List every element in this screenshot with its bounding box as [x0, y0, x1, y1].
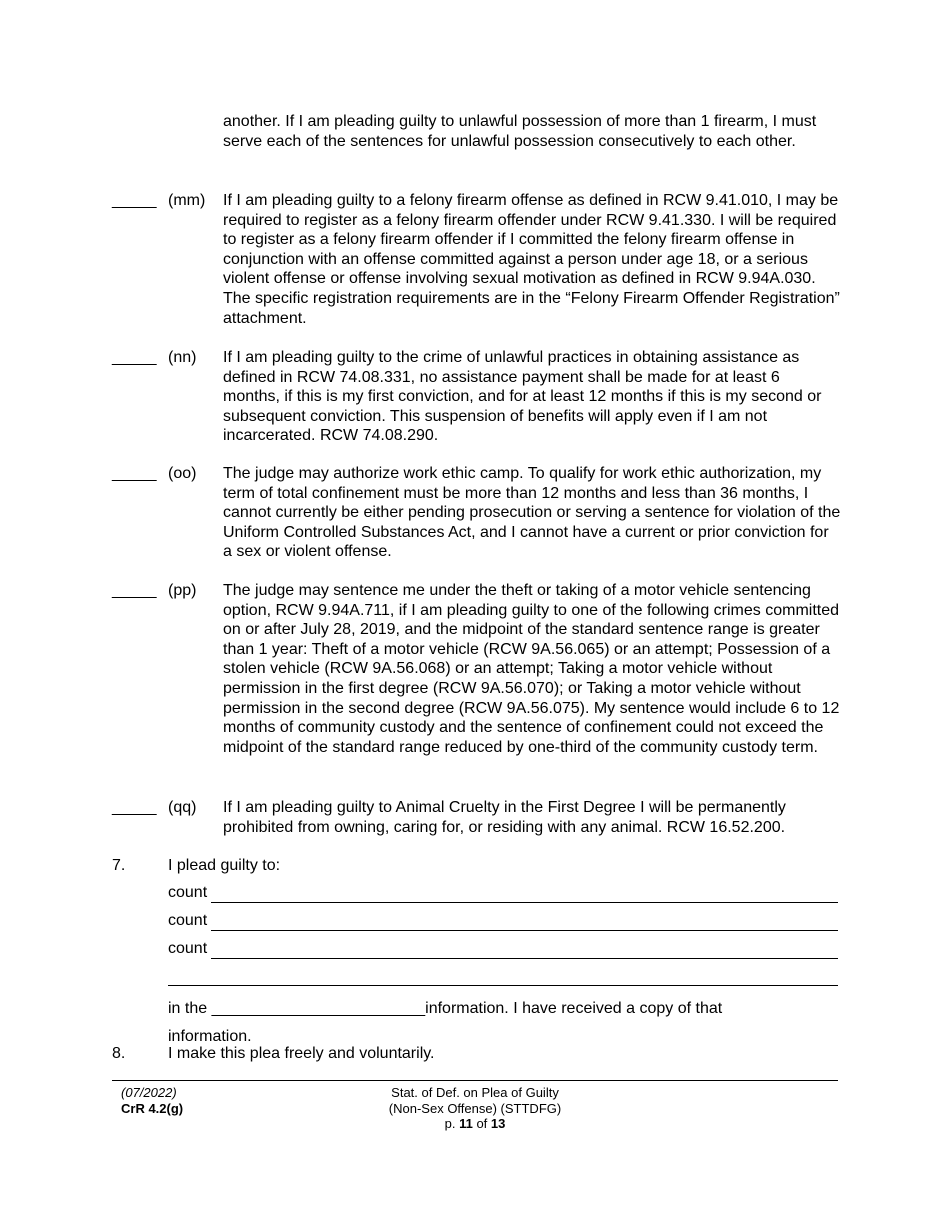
count-row-3 [168, 939, 838, 959]
page-prefix: p. [444, 1116, 460, 1131]
information-blank[interactable]: in the ________________________ [168, 1000, 426, 1017]
information-sentence [168, 995, 808, 1051]
count-row-1 [168, 883, 838, 903]
item-label-pp: (pp) [168, 582, 197, 599]
section-7-number: 7. [112, 857, 126, 874]
count-label: count [168, 940, 208, 958]
count-fill-line-1[interactable] [211, 884, 838, 903]
count-fill-line-2[interactable] [211, 912, 838, 931]
continued-paragraph: another. If I am pleading guilty to unlawful possession of more than 1 firearm, I must serve each of the sentences for unlawful possession consecutively to each other. [223, 113, 817, 150]
footer-center [330, 1085, 620, 1132]
page-current: 11 [459, 1116, 473, 1131]
initial-blank-mm[interactable]: _____ [112, 192, 157, 209]
information-received-text: information. I have received a copy of that information. [168, 1000, 723, 1045]
section-8-text: I make this plea freely and voluntarily. [168, 1045, 435, 1062]
item-text-nn: If I am pleading guilty to the crime of unlawful practices in obtaining assistance as defined in RCW 74.08.331, no assistance payment shall be made for at least 6 months, if this is my first conviction, and for at least 12 months if this is my second or subsequent conviction. This suspension of benefits will apply even if I am not incarcerated. RCW 74.08.290. [223, 349, 822, 445]
initial-blank-oo[interactable]: _____ [112, 465, 157, 482]
count-row-2 [168, 911, 838, 931]
item-text-oo: The judge may authorize work ethic camp. To qualify for work ethic authorization, my term of total confinement must be more than 12 months and less than 36 months, I cannot currently be either pending prosecution or serving a sentence for violation of the Uniform Controlled Substances Act, and I cannot have a current or prior conviction for a sex or violent offense. [223, 465, 841, 561]
extra-fill-line[interactable] [168, 985, 838, 986]
initial-blank-pp[interactable]: _____ [112, 582, 157, 599]
footer-left [121, 1085, 183, 1116]
form-title-line-1: Stat. of Def. on Plea of Guilty [391, 1085, 559, 1100]
initial-blank-qq[interactable]: _____ [112, 799, 157, 816]
court-rule: CrR 4.2(g) [121, 1100, 184, 1116]
count-label: count [168, 884, 208, 902]
item-text-mm: If I am pleading guilty to a felony firearm offense as defined in RCW 9.41.010, I may be required to register as a felony firearm offender under RCW 9.41.330. I will be required to register as a felony firearm offender if I committed the felony firearm offense in conjunction with an offense committed against a person under age 18, or a serious violent offense or offense involving sexual motivation as defined in RCW 9.94A.030. The specific registration requirements are in the “Felony Firearm Offender Registration” attachment. [223, 192, 840, 327]
item-label-nn: (nn) [168, 349, 197, 366]
item-text-qq: If I am pleading guilty to Animal Cruelty in the First Degree I will be permanently prohibited from owning, caring for, or residing with any animal. RCW 16.52.200. [223, 799, 786, 836]
page-of: of [472, 1116, 491, 1131]
item-label-oo: (oo) [168, 465, 197, 482]
item-label-qq: (qq) [168, 799, 197, 816]
section-7-heading: I plead guilty to: [168, 857, 281, 874]
page-total: 13 [490, 1116, 506, 1131]
count-label: count [168, 912, 208, 930]
footer-divider [112, 1080, 838, 1081]
item-label-mm: (mm) [168, 192, 206, 209]
form-title-line-2: (Non-Sex Offense) (STTDFG) [388, 1100, 562, 1116]
count-fill-line-3[interactable] [211, 940, 838, 959]
item-text-pp: The judge may sentence me under the theft or taking of a motor vehicle sentencing option, RCW 9.94A.711, if I am pleading guilty to one of the following crimes committed on or after July 28, 2019, and the midpoint of the standard sentence range is greater than 1 year: Theft of a motor vehicle (RCW 9A.56.065) or an attempt; Possession of a stolen vehicle (RCW 9A.56.068) or an attempt; Taking a motor vehicle without permission in the first degree (RCW 9A.56.070); or Taking a motor vehicle without permission in the second degree (RCW 9A.56.075). My sentence would include 6 to 12 months of community custody and the sentence of confinement could not exceed the midpoint of the standard range reduced by one-third of the community custody term. [223, 582, 840, 756]
form-date: (07/2022) [121, 1085, 177, 1100]
initial-blank-nn[interactable]: _____ [112, 349, 157, 366]
page-number [330, 1116, 620, 1132]
section-8-number: 8. [112, 1045, 126, 1062]
